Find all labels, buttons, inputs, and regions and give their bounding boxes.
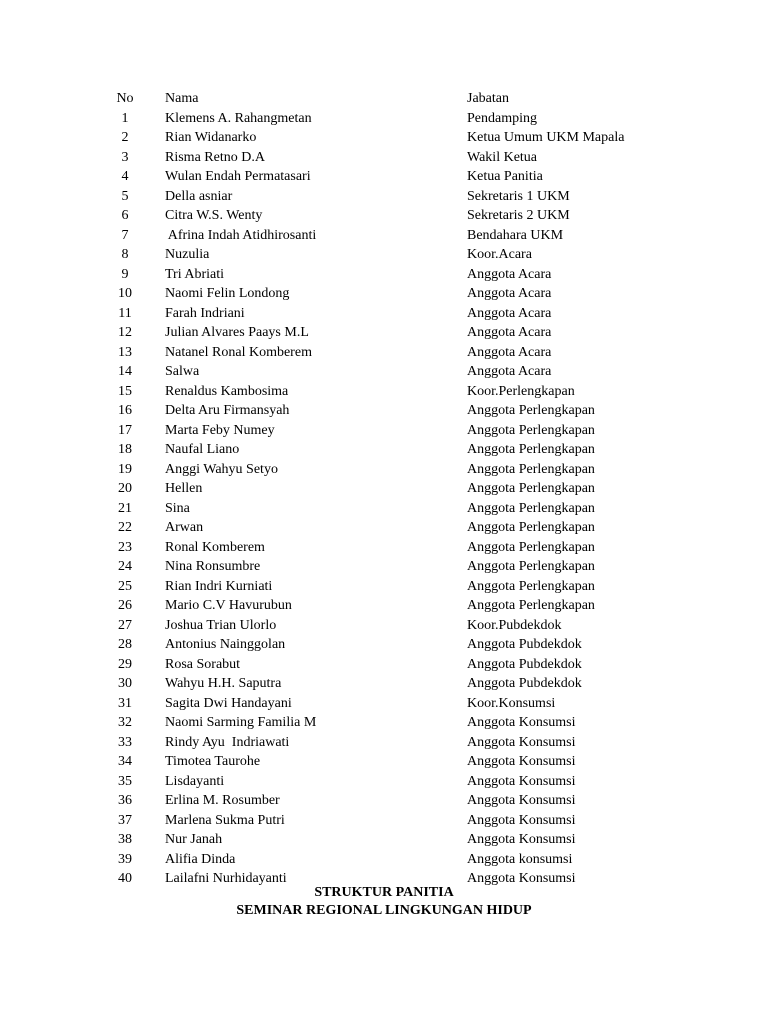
row-no: 9 (121, 266, 129, 282)
row-role: Sekretaris 1 UKM (467, 188, 570, 204)
table-row (110, 616, 670, 636)
row-role: Anggota Konsumsi (467, 871, 576, 886)
row-no: 10 (118, 286, 132, 301)
row-name: Citra W.S. Wenty (165, 208, 263, 223)
row-role: Ketua Umum UKM Mapala (467, 130, 625, 145)
row-name: Julian Alvares Paays M.L (165, 325, 309, 340)
title-line-2: SEMINAR REGIONAL LINGKUNGAN HIDUP (236, 903, 532, 918)
row-role: Anggota Konsumsi (467, 793, 576, 808)
row-role: Anggota Perlengkapan (467, 578, 595, 594)
row-name: Rindy Ayu Indriawati (165, 734, 290, 750)
row-name: Arwan (165, 520, 204, 535)
row-no: 31 (118, 695, 132, 711)
table-row (110, 499, 670, 519)
row-no: 13 (118, 344, 132, 360)
table-row (110, 830, 670, 850)
table-row (110, 187, 670, 207)
row-role: Anggota Konsumsi (467, 715, 576, 730)
title-line-1: STRUKTUR PANITIA (314, 885, 454, 900)
row-role: Pendamping (467, 110, 537, 126)
row-role: Koor.Konsumsi (467, 695, 556, 711)
row-role: Anggota Acara (467, 364, 552, 379)
table-row (110, 518, 670, 538)
row-name: Natanel Ronal Komberem (165, 344, 312, 360)
row-name: Naomi Sarming Familia M (165, 715, 317, 730)
row-role: Anggota Acara (467, 286, 552, 301)
row-role: Wakil Ketua (467, 149, 538, 165)
row-role: Anggota Acara (467, 325, 552, 340)
table-row (110, 557, 670, 577)
row-name: Lailafni Nurhidayanti (165, 871, 287, 886)
row-role: Anggota Perlengkapan (467, 403, 595, 418)
table-row (110, 401, 670, 421)
table-header-row (110, 89, 670, 109)
row-no: 24 (118, 559, 132, 574)
document-title (0, 884, 768, 920)
row-no: 39 (118, 851, 132, 867)
row-name: Sina (165, 500, 190, 516)
table-row (110, 128, 670, 148)
row-no: 3 (121, 149, 129, 165)
table-row (110, 226, 670, 246)
row-name: Renaldus Kambosima (165, 383, 289, 399)
row-name: Marlena Sukma Putri (165, 812, 285, 828)
row-no: 38 (118, 832, 132, 847)
row-no: 33 (118, 734, 132, 750)
row-role: Ketua Panitia (467, 169, 543, 184)
row-name: Sagita Dwi Handayani (165, 695, 292, 711)
row-role: Sekretaris 2 UKM (467, 208, 570, 223)
table-row (110, 323, 670, 343)
row-no: 32 (118, 715, 132, 730)
table-row (110, 674, 670, 694)
row-name: Wahyu H.H. Saputra (165, 676, 282, 691)
row-role: Anggota Pubdekdok (467, 656, 582, 672)
row-name: Lisdayanti (165, 773, 225, 789)
table-row (110, 635, 670, 655)
table-row (110, 362, 670, 382)
table-body (110, 109, 670, 889)
row-no: 19 (118, 461, 132, 477)
row-no: 28 (118, 637, 132, 652)
row-name: Alifia Dinda (165, 851, 236, 867)
row-role: Anggota Acara (467, 344, 552, 360)
row-role: Koor.Acara (467, 247, 532, 262)
row-no: 4 (121, 169, 129, 184)
row-role: Anggota Konsumsi (467, 754, 576, 769)
row-no: 1 (121, 110, 129, 126)
row-role: Anggota Perlengkapan (467, 422, 595, 438)
row-no: 26 (118, 598, 132, 613)
row-role: Anggota Konsumsi (467, 734, 576, 750)
table-row (110, 245, 670, 265)
row-no: 27 (118, 617, 132, 633)
row-name: Rian Indri Kurniati (165, 578, 273, 594)
row-role: Anggota Perlengkapan (467, 442, 595, 457)
row-no: 14 (118, 364, 132, 379)
table-row (110, 791, 670, 811)
row-role: Anggota Pubdekdok (467, 676, 582, 691)
row-no: 2 (121, 130, 129, 145)
row-name: Ronal Komberem (165, 539, 265, 555)
table-row (110, 206, 670, 226)
row-name: Timotea Taurohe (165, 754, 261, 769)
row-name: Nuzulia (165, 247, 210, 262)
row-no: 22 (118, 520, 132, 535)
header-role: Jabatan (467, 91, 509, 106)
row-role: Anggota Perlengkapan (467, 500, 595, 516)
row-no: 7 (121, 227, 129, 243)
table-row (110, 733, 670, 753)
row-name: Naufal Liano (165, 442, 240, 457)
row-role: Anggota Perlengkapan (467, 559, 595, 574)
row-no: 16 (118, 403, 132, 418)
row-name: Antonius Nainggolan (165, 637, 286, 652)
row-role: Koor.Perlengkapan (467, 383, 575, 399)
row-name: Rian Widanarko (165, 130, 257, 145)
row-role: Anggota Perlengkapan (467, 539, 595, 555)
table-row (110, 811, 670, 831)
row-name: Afrina Indah Atidhirosanti (165, 227, 317, 243)
table-row (110, 382, 670, 402)
row-no: 18 (118, 442, 132, 457)
row-no: 20 (118, 481, 132, 496)
row-no: 36 (118, 793, 132, 808)
row-name: Nur Janah (165, 832, 223, 847)
row-no: 23 (118, 539, 132, 555)
row-name: Nina Ronsumbre (165, 559, 261, 574)
row-role: Anggota Konsumsi (467, 832, 576, 847)
header-no: No (116, 91, 134, 106)
row-name: Klemens A. Rahangmetan (165, 110, 312, 126)
row-name: Marta Feby Numey (165, 422, 275, 438)
row-no: 12 (118, 325, 132, 340)
row-name: Erlina M. Rosumber (165, 793, 280, 808)
header-name: Nama (165, 91, 199, 106)
row-no: 21 (118, 500, 132, 516)
row-role: Anggota Perlengkapan (467, 598, 595, 613)
table-row (110, 284, 670, 304)
row-no: 29 (118, 656, 132, 672)
table-row (110, 343, 670, 363)
row-role: Anggota Acara (467, 266, 552, 282)
table-row (110, 479, 670, 499)
row-role: Anggota konsumsi (467, 851, 573, 867)
table-row (110, 538, 670, 558)
table-row (110, 304, 670, 324)
row-role: Bendahara UKM (467, 227, 564, 243)
row-role: Koor.Pubdekdok (467, 617, 562, 633)
row-no: 15 (118, 383, 132, 399)
table-row (110, 148, 670, 168)
table-row (110, 577, 670, 597)
row-name: Mario C.V Havurubun (165, 598, 292, 613)
row-no: 25 (118, 578, 132, 594)
row-name: Delta Aru Firmansyah (165, 403, 290, 418)
row-no: 11 (118, 305, 132, 321)
table-row (110, 596, 670, 616)
row-no: 35 (118, 773, 132, 789)
table-row (110, 167, 670, 187)
table-row (110, 655, 670, 675)
table-row (110, 694, 670, 714)
row-role: Anggota Perlengkapan (467, 481, 595, 496)
table-row (110, 850, 670, 870)
row-no: 37 (118, 812, 132, 828)
row-role: Anggota Perlengkapan (467, 461, 595, 477)
row-role: Anggota Acara (467, 305, 552, 321)
row-name: Risma Retno D.A (165, 149, 265, 165)
row-no: 17 (118, 422, 132, 438)
row-role: Anggota Konsumsi (467, 812, 576, 828)
row-role: Anggota Perlengkapan (467, 520, 595, 535)
row-no: 6 (121, 208, 129, 223)
row-no: 5 (121, 188, 129, 204)
table-row (110, 265, 670, 285)
row-name: Rosa Sorabut (165, 656, 241, 672)
table-row (110, 772, 670, 792)
row-name: Joshua Trian Ulorlo (165, 617, 277, 633)
committee-table (110, 89, 670, 889)
row-no: 30 (118, 676, 132, 691)
row-name: Hellen (165, 481, 203, 496)
row-name: Della asniar (165, 188, 233, 204)
row-role: Anggota Konsumsi (467, 773, 576, 789)
table-row (110, 440, 670, 460)
table-row (110, 460, 670, 480)
table-row (110, 713, 670, 733)
row-name: Farah Indriani (165, 305, 245, 321)
row-name: Tri Abriati (165, 266, 224, 282)
row-name: Wulan Endah Permatasari (165, 169, 311, 184)
table-row (110, 421, 670, 441)
row-name: Salwa (165, 364, 200, 379)
row-name: Naomi Felin Londong (165, 286, 290, 301)
table-row (110, 752, 670, 772)
row-role: Anggota Pubdekdok (467, 637, 582, 652)
table-row (110, 109, 670, 129)
row-name: Anggi Wahyu Setyo (165, 461, 278, 477)
row-no: 40 (118, 871, 132, 886)
row-no: 34 (118, 754, 132, 769)
row-no: 8 (121, 247, 129, 262)
